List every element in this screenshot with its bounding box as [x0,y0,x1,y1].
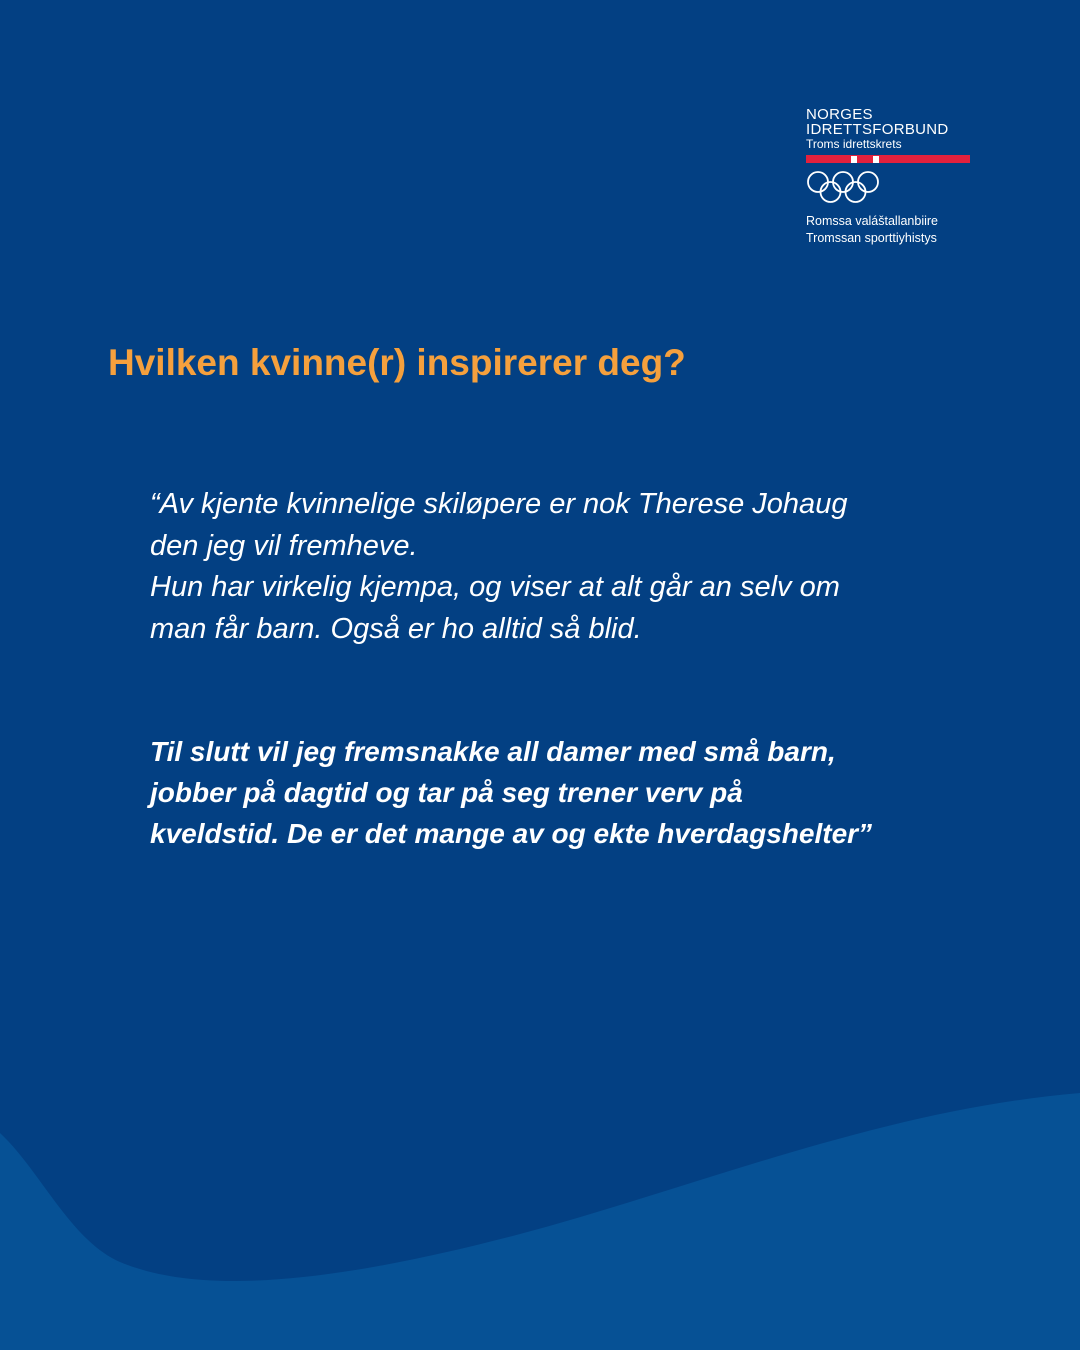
quote-line: “Av kjente kvinnelige skiløpere er nok Therese Johaug [150,488,848,520]
quote-bold-line: jobber på dagtid og tar på seg trener verv på [150,777,743,808]
quote-bold-line: kveldstid. De er det mange av og ekte hverdagshelter” [150,818,873,849]
olympic-rings-icon [806,170,880,204]
logo-subtitle-kven: Tromssan sporttiyhistys [806,231,937,245]
quote-line: Hun har virkelig kjempa, og viser at alt går an selv om [150,571,840,603]
logo-title-norges: NORGES [806,106,873,123]
logo-subtitle-sami: Romssa valáštallanbiire [806,214,939,228]
quote-bold-text [150,731,950,854]
quote-bold-line: Til slutt vil jeg fremsnakke all damer med små barn, [150,736,836,767]
quote-text [150,484,950,650]
logo-title-idrettsforbund: IDRETTSFORBUND [806,121,949,138]
logo-subtitle-sami-finnish [806,213,976,247]
quote-line: den jeg vil fremheve. [150,529,418,562]
logo-subtitle-troms: Troms idrettskrets [806,137,902,151]
page-heading: Hvilken kvinne(r) inspirerer deg? [108,342,686,383]
organization-logo [806,107,976,247]
flag-stripe-icon [806,155,970,163]
quote-line: man får barn. Også er ho alltid så blid. [150,612,642,645]
